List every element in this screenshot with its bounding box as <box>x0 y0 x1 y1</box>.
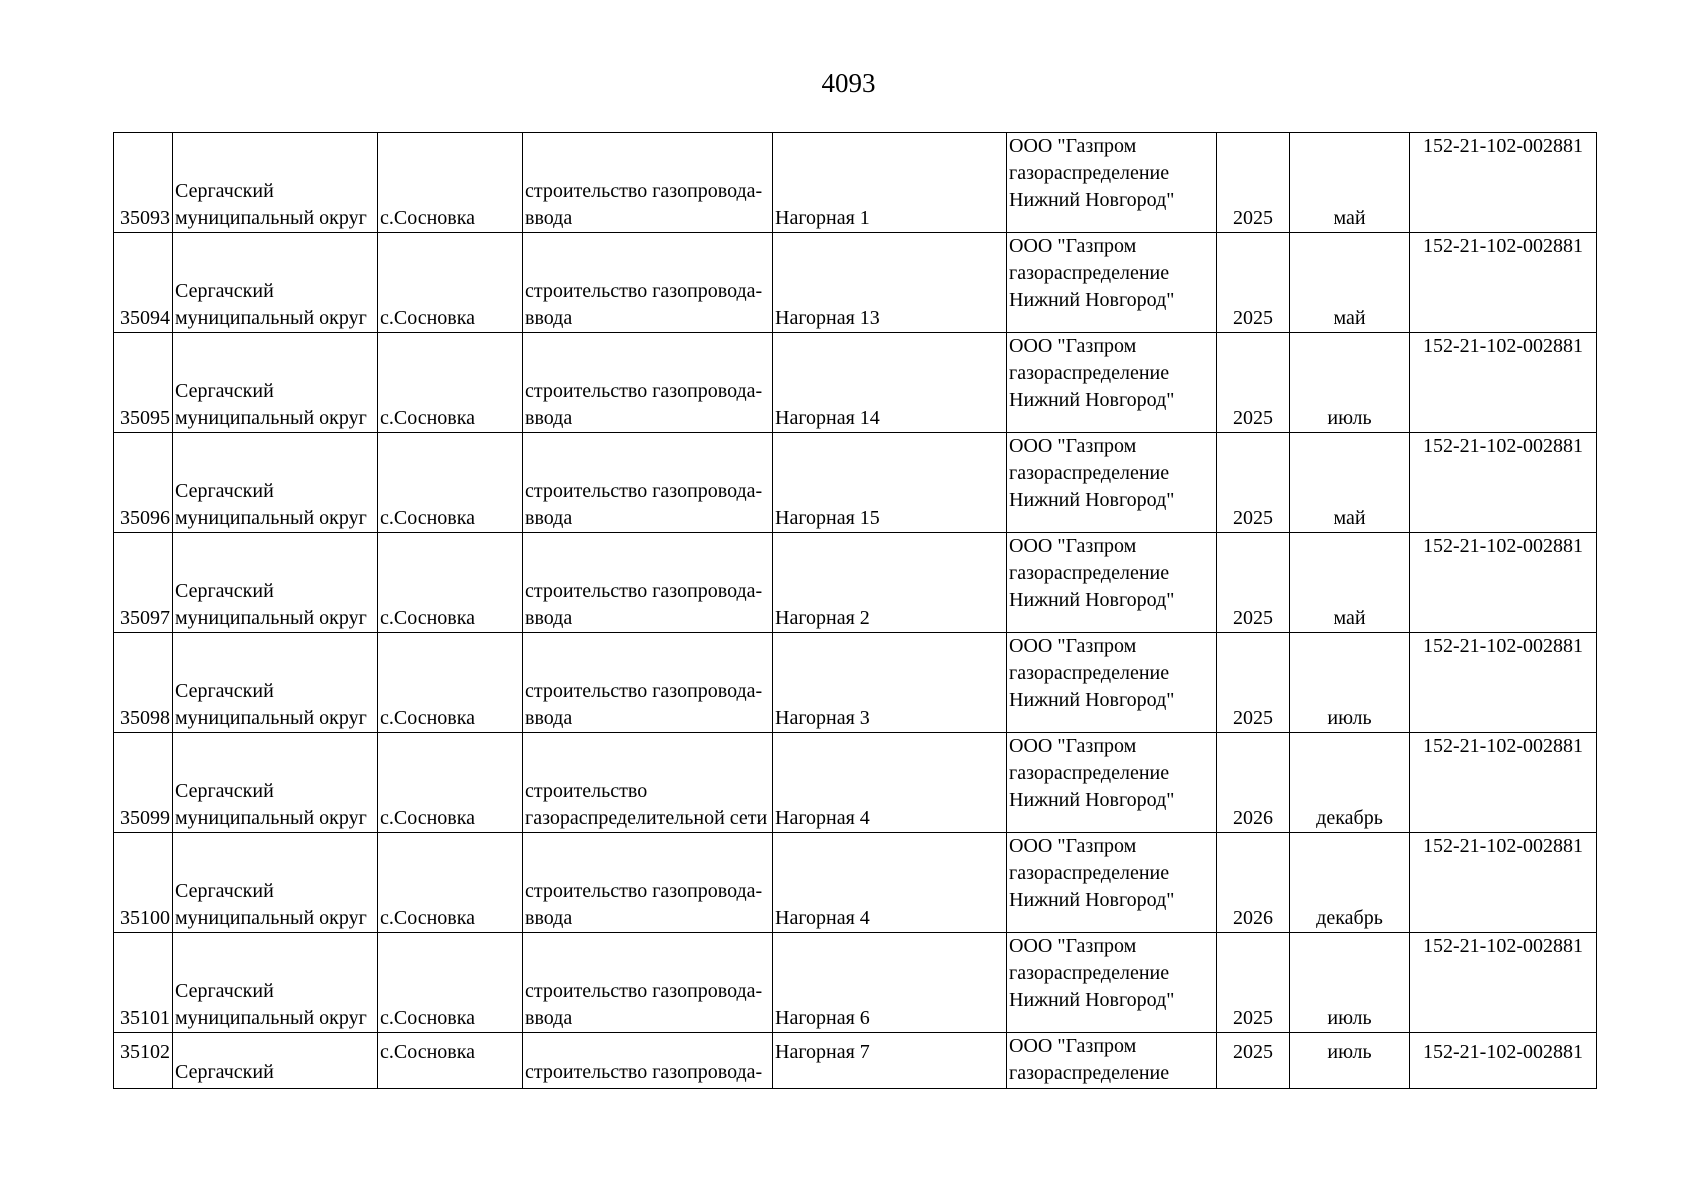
month-cell <box>1290 733 1410 833</box>
year-text: 2025 <box>1233 207 1273 229</box>
street-text: Нагорная 14 <box>775 407 880 429</box>
row-number-text: 35102 <box>120 1041 170 1063</box>
year-cell <box>1217 433 1290 533</box>
organization-cell <box>1007 733 1217 833</box>
code-text: 152-21-102-002881 <box>1423 635 1583 657</box>
district-cell <box>173 533 378 633</box>
table-row <box>114 333 1597 433</box>
district-line: Сергачский <box>175 880 274 902</box>
row-number-cell <box>114 533 173 633</box>
table-row <box>114 833 1597 933</box>
table-body <box>114 133 1597 1089</box>
year-cell <box>1217 133 1290 233</box>
work-type-line: строительство газопровода- <box>525 980 763 1002</box>
district-cell <box>173 633 378 733</box>
month-cell <box>1290 833 1410 933</box>
district-cell <box>173 433 378 533</box>
district-line: Сергачский <box>175 680 274 702</box>
year-cell <box>1217 833 1290 933</box>
street-text: Нагорная 1 <box>775 207 870 229</box>
code-cell <box>1410 333 1597 433</box>
year-cell <box>1217 233 1290 333</box>
locality-text: с.Сосновка <box>380 1007 476 1029</box>
organization-line: Нижний Новгород" <box>1009 789 1175 811</box>
locality-cell <box>378 1033 523 1089</box>
work-type-line: строительство газопровода- <box>525 680 763 702</box>
street-cell <box>773 433 1007 533</box>
code-text: 152-21-102-002881 <box>1423 235 1583 257</box>
month-cell <box>1290 133 1410 233</box>
year-cell <box>1217 1033 1290 1089</box>
organization-line: газораспределение <box>1009 362 1170 384</box>
district-cell <box>173 933 378 1033</box>
work-type-line: ввода <box>525 307 573 329</box>
district-line: Сергачский <box>175 780 274 802</box>
district-line: Сергачский <box>175 480 274 502</box>
organization-line: ООО "Газпром <box>1009 1035 1137 1057</box>
locality-cell <box>378 433 523 533</box>
work-type-line: строительство газопровода- <box>525 1061 763 1083</box>
district-line: муниципальный округ <box>175 307 367 329</box>
organization-line: Нижний Новгород" <box>1009 189 1175 211</box>
street-text: Нагорная 13 <box>775 307 880 329</box>
year-text: 2025 <box>1233 307 1273 329</box>
month-text: май <box>1333 507 1366 529</box>
organization-cell <box>1007 633 1217 733</box>
month-cell <box>1290 533 1410 633</box>
locality-text: с.Сосновка <box>380 607 476 629</box>
work-type-line: ввода <box>525 607 573 629</box>
work-type-line: ввода <box>525 207 573 229</box>
street-cell <box>773 333 1007 433</box>
locality-cell <box>378 533 523 633</box>
code-cell <box>1410 1033 1597 1089</box>
district-cell <box>173 733 378 833</box>
row-number-text: 35101 <box>120 1007 170 1029</box>
work-type-cell <box>523 1033 773 1089</box>
work-type-line: строительство газопровода- <box>525 180 763 202</box>
work-type-cell <box>523 333 773 433</box>
work-type-cell <box>523 933 773 1033</box>
street-cell <box>773 933 1007 1033</box>
organization-line: газораспределение <box>1009 1062 1170 1084</box>
row-number-cell <box>114 233 173 333</box>
street-cell <box>773 633 1007 733</box>
organization-line: газораспределение <box>1009 762 1170 784</box>
district-line: Сергачский <box>175 180 274 202</box>
district-line: муниципальный округ <box>175 407 367 429</box>
code-cell <box>1410 833 1597 933</box>
organization-cell <box>1007 833 1217 933</box>
row-number-cell <box>114 833 173 933</box>
district-cell <box>173 833 378 933</box>
row-number-cell <box>114 433 173 533</box>
code-cell <box>1410 533 1597 633</box>
code-cell <box>1410 133 1597 233</box>
district-line: Сергачский <box>175 380 274 402</box>
organization-line: Нижний Новгород" <box>1009 589 1175 611</box>
locality-cell <box>378 933 523 1033</box>
district-line: муниципальный округ <box>175 907 367 929</box>
organization-line: ООО "Газпром <box>1009 135 1137 157</box>
year-cell <box>1217 633 1290 733</box>
gas-connection-table <box>113 132 1597 1089</box>
organization-cell <box>1007 933 1217 1033</box>
code-text: 152-21-102-002881 <box>1423 735 1583 757</box>
organization-cell <box>1007 233 1217 333</box>
work-type-line: строительство газопровода- <box>525 280 763 302</box>
row-number-cell <box>114 933 173 1033</box>
table-row <box>114 233 1597 333</box>
year-cell <box>1217 933 1290 1033</box>
year-text: 2026 <box>1233 907 1273 929</box>
code-cell <box>1410 433 1597 533</box>
year-cell <box>1217 533 1290 633</box>
month-text: май <box>1333 207 1366 229</box>
locality-text: с.Сосновка <box>380 407 476 429</box>
organization-line: газораспределение <box>1009 162 1170 184</box>
organization-line: газораспределение <box>1009 862 1170 884</box>
table-row <box>114 1033 1597 1089</box>
table-row <box>114 933 1597 1033</box>
work-type-cell <box>523 233 773 333</box>
month-text: декабрь <box>1316 907 1383 929</box>
locality-cell <box>378 133 523 233</box>
year-text: 2026 <box>1233 807 1273 829</box>
table-row <box>114 733 1597 833</box>
row-number-text: 35099 <box>120 807 170 829</box>
street-text: Нагорная 6 <box>775 1007 870 1029</box>
month-cell <box>1290 433 1410 533</box>
district-line: муниципальный округ <box>175 807 367 829</box>
organization-line: ООО "Газпром <box>1009 635 1137 657</box>
street-text: Нагорная 4 <box>775 907 870 929</box>
locality-cell <box>378 633 523 733</box>
work-type-line: ввода <box>525 407 573 429</box>
table-row <box>114 433 1597 533</box>
district-cell <box>173 333 378 433</box>
year-text: 2025 <box>1233 1007 1273 1029</box>
work-type-line: ввода <box>525 1007 573 1029</box>
organization-line: Нижний Новгород" <box>1009 389 1175 411</box>
year-text: 2025 <box>1233 607 1273 629</box>
organization-cell <box>1007 133 1217 233</box>
street-text: Нагорная 15 <box>775 507 880 529</box>
work-type-line: строительство газопровода- <box>525 580 763 602</box>
month-cell <box>1290 933 1410 1033</box>
page-number: 4093 <box>821 68 876 98</box>
street-cell <box>773 533 1007 633</box>
row-number-text: 35097 <box>120 607 170 629</box>
work-type-line: ввода <box>525 907 573 929</box>
month-text: июль <box>1327 1007 1372 1029</box>
table-row <box>114 633 1597 733</box>
street-text: Нагорная 7 <box>775 1041 870 1063</box>
work-type-cell <box>523 433 773 533</box>
district-line: Сергачский <box>175 580 274 602</box>
month-text: май <box>1333 607 1366 629</box>
organization-cell <box>1007 1033 1217 1089</box>
code-text: 152-21-102-002881 <box>1423 135 1583 157</box>
street-cell <box>773 833 1007 933</box>
district-line: Сергачский <box>175 280 274 302</box>
locality-cell <box>378 333 523 433</box>
organization-line: ООО "Газпром <box>1009 235 1137 257</box>
work-type-cell <box>523 833 773 933</box>
month-text: декабрь <box>1316 807 1383 829</box>
code-cell <box>1410 633 1597 733</box>
organization-line: ООО "Газпром <box>1009 735 1137 757</box>
code-text: 152-21-102-002881 <box>1423 835 1583 857</box>
locality-text: с.Сосновка <box>380 907 476 929</box>
table-row <box>114 533 1597 633</box>
row-number-text: 35093 <box>120 207 170 229</box>
street-cell <box>773 733 1007 833</box>
month-cell <box>1290 1033 1410 1089</box>
year-text: 2025 <box>1233 407 1273 429</box>
street-cell <box>773 133 1007 233</box>
row-number-text: 35096 <box>120 507 170 529</box>
organization-line: газораспределение <box>1009 662 1170 684</box>
district-cell <box>173 1033 378 1089</box>
work-type-cell <box>523 533 773 633</box>
year-text: 2025 <box>1233 707 1273 729</box>
organization-line: ООО "Газпром <box>1009 535 1137 557</box>
work-type-line: строительство газопровода- <box>525 880 763 902</box>
year-text: 2025 <box>1233 1041 1273 1063</box>
organization-line: Нижний Новгород" <box>1009 989 1175 1011</box>
work-type-line: строительство газопровода- <box>525 480 763 502</box>
row-number-text: 35094 <box>120 307 170 329</box>
locality-cell <box>378 833 523 933</box>
code-text: 152-21-102-002881 <box>1423 535 1583 557</box>
code-cell <box>1410 733 1597 833</box>
district-cell <box>173 133 378 233</box>
organization-line: газораспределение <box>1009 562 1170 584</box>
locality-text: с.Сосновка <box>380 307 476 329</box>
locality-text: с.Сосновка <box>380 1041 476 1063</box>
work-type-line: газораспределительной сети <box>525 807 768 829</box>
organization-line: Нижний Новгород" <box>1009 489 1175 511</box>
row-number-cell <box>114 1033 173 1089</box>
year-text: 2025 <box>1233 507 1273 529</box>
organization-line: Нижний Новгород" <box>1009 689 1175 711</box>
district-line: муниципальный округ <box>175 607 367 629</box>
table-row <box>114 133 1597 233</box>
row-number-cell <box>114 133 173 233</box>
district-line: муниципальный округ <box>175 507 367 529</box>
work-type-cell <box>523 733 773 833</box>
street-text: Нагорная 3 <box>775 707 870 729</box>
street-cell <box>773 1033 1007 1089</box>
locality-text: с.Сосновка <box>380 507 476 529</box>
organization-cell <box>1007 533 1217 633</box>
district-line: муниципальный округ <box>175 1007 367 1029</box>
month-cell <box>1290 633 1410 733</box>
code-cell <box>1410 233 1597 333</box>
work-type-line: строительство газопровода- <box>525 380 763 402</box>
month-text: июль <box>1327 407 1372 429</box>
locality-text: с.Сосновка <box>380 807 476 829</box>
work-type-line: строительство <box>525 780 648 802</box>
district-line: Сергачский <box>175 980 274 1002</box>
year-cell <box>1217 733 1290 833</box>
district-line: муниципальный округ <box>175 707 367 729</box>
locality-text: с.Сосновка <box>380 707 476 729</box>
street-text: Нагорная 2 <box>775 607 870 629</box>
row-number-text: 35095 <box>120 407 170 429</box>
organization-line: газораспределение <box>1009 262 1170 284</box>
organization-line: ООО "Газпром <box>1009 835 1137 857</box>
locality-cell <box>378 233 523 333</box>
organization-line: Нижний Новгород" <box>1009 889 1175 911</box>
locality-cell <box>378 733 523 833</box>
district-cell <box>173 233 378 333</box>
district-line: муниципальный округ <box>175 207 367 229</box>
month-text: июль <box>1327 1041 1372 1063</box>
organization-line: ООО "Газпром <box>1009 335 1137 357</box>
row-number-text: 35100 <box>120 907 170 929</box>
month-cell <box>1290 233 1410 333</box>
row-number-cell <box>114 733 173 833</box>
code-text: 152-21-102-002881 <box>1423 935 1583 957</box>
row-number-cell <box>114 333 173 433</box>
organization-cell <box>1007 433 1217 533</box>
district-line: Сергачский <box>175 1061 274 1083</box>
work-type-cell <box>523 133 773 233</box>
code-text: 152-21-102-002881 <box>1423 335 1583 357</box>
month-cell <box>1290 333 1410 433</box>
locality-text: с.Сосновка <box>380 207 476 229</box>
year-cell <box>1217 333 1290 433</box>
organization-line: ООО "Газпром <box>1009 435 1137 457</box>
row-number-cell <box>114 633 173 733</box>
month-text: май <box>1333 307 1366 329</box>
code-text: 152-21-102-002881 <box>1423 1041 1583 1063</box>
code-text: 152-21-102-002881 <box>1423 435 1583 457</box>
street-text: Нагорная 4 <box>775 807 870 829</box>
street-cell <box>773 233 1007 333</box>
organization-line: газораспределение <box>1009 462 1170 484</box>
row-number-text: 35098 <box>120 707 170 729</box>
organization-line: газораспределение <box>1009 962 1170 984</box>
code-cell <box>1410 933 1597 1033</box>
organization-cell <box>1007 333 1217 433</box>
work-type-line: ввода <box>525 507 573 529</box>
organization-line: ООО "Газпром <box>1009 935 1137 957</box>
work-type-cell <box>523 633 773 733</box>
month-text: июль <box>1327 707 1372 729</box>
work-type-line: ввода <box>525 707 573 729</box>
organization-line: Нижний Новгород" <box>1009 289 1175 311</box>
